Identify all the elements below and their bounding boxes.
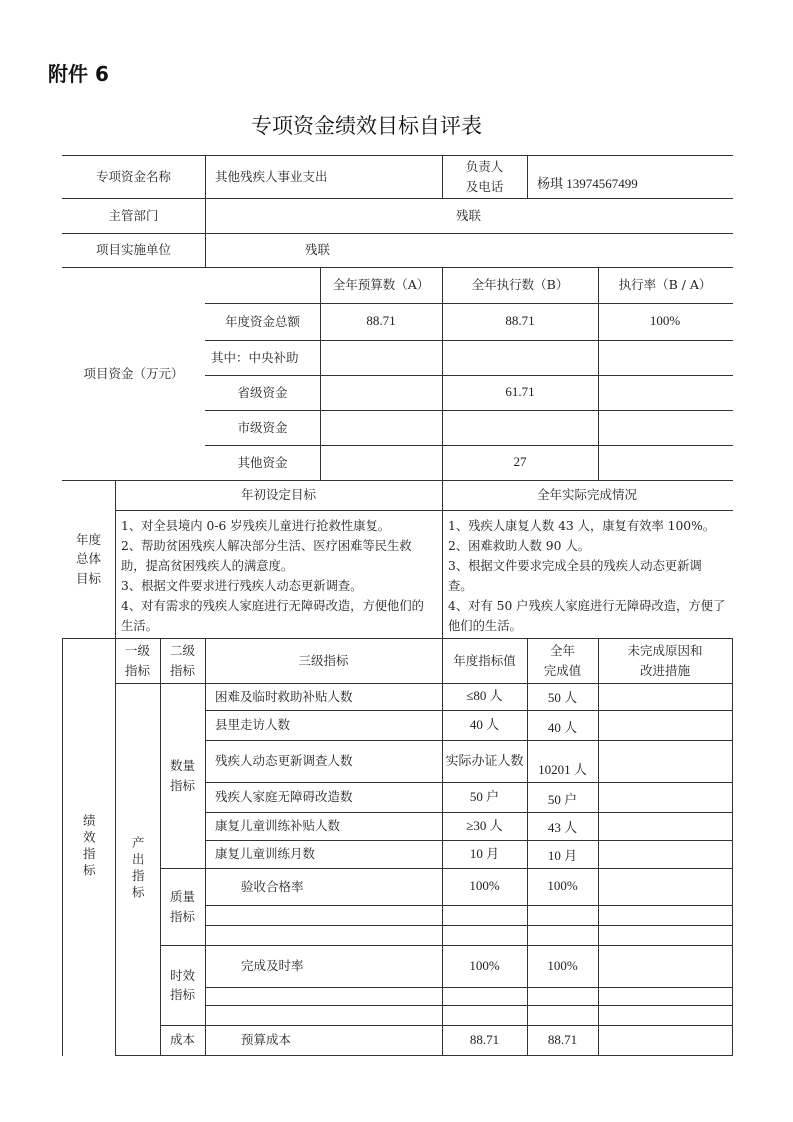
indicator-name: 困难及临时救助补贴人数 (215, 688, 353, 704)
indicator-name: 完成及时率 (241, 958, 304, 974)
indicator-actual (527, 905, 598, 925)
planned-goal-item: 2、帮助贫困残疾人解决部分生活、医疗困难等民生救助，提高贫困残疾人的满意度。 (121, 539, 412, 573)
funds-column-header: 执行率（B / A） (618, 277, 712, 293)
level2-header-line: 指标 (169, 662, 195, 678)
funds-budget-value (320, 445, 442, 480)
funds-rate-value (598, 410, 732, 445)
goals-section-label-line: 年度 (75, 531, 101, 547)
actual-value-header-line: 全年 (549, 643, 575, 659)
indicator-target (442, 987, 527, 1005)
goals-section-label (62, 480, 115, 638)
reason-header-line: 改进措施 (639, 662, 690, 678)
indicator-name (205, 925, 442, 945)
contact-label-line: 及电话 (465, 178, 504, 194)
actual-result-item: 1、残疾人康复人数 43 人，康复有效率 100%。 (448, 519, 716, 533)
indicator-name: 残疾人动态更新调查人数 (215, 753, 353, 769)
indicator-name (205, 1005, 442, 1025)
indicator-reason (598, 840, 732, 868)
indicator-reason (598, 812, 732, 840)
level3-header: 三级指标 (298, 652, 349, 668)
funds-rate-value (598, 340, 732, 375)
actual-results-text (442, 510, 732, 638)
indicator-name (205, 987, 442, 1005)
funds-column-header: 全年预算数（A） (332, 277, 430, 293)
funds-column-header: 全年执行数（B） (471, 277, 569, 293)
planned-goals-text (115, 510, 442, 638)
dept-value: 残联 (455, 207, 481, 223)
contact-label (442, 155, 527, 198)
indicator-reason (598, 683, 732, 710)
indicator-reason (598, 945, 732, 987)
funds-executed-value: 61.71 (505, 384, 535, 400)
indicator-actual: 50 人 (547, 689, 578, 705)
actual-value-header (527, 638, 598, 683)
level1-header-line: 一级 (124, 643, 150, 659)
funds-executed-value (442, 340, 598, 375)
funds-rate-value (598, 375, 732, 410)
funds-row-label: 其他资金 (237, 454, 288, 470)
actual-result-item: 4、对有 50 户残疾人家庭进行无障碍改造，方便了他们的生活。 (448, 599, 726, 633)
actual-result-item: 2、困难救助人数 90 人。 (448, 539, 590, 553)
level2-group-label: 成本 (169, 1032, 195, 1048)
indicator-name: 县里走访人数 (215, 717, 291, 733)
funds-budget-value (320, 340, 442, 375)
funds-row-label: 其中：中央补助 (211, 349, 299, 365)
funds-budget-value (320, 375, 442, 410)
level1-header (115, 638, 160, 683)
indicator-reason (598, 740, 732, 782)
reason-header (598, 638, 732, 683)
indicator-actual: 40 人 (547, 719, 578, 735)
indicator-reason (598, 710, 732, 740)
indicator-actual: 100% (547, 878, 578, 894)
indicator-reason (598, 1005, 732, 1025)
planned-goal-item: 1、对全县境内 0-6 岁残疾儿童进行抢救性康复。 (121, 519, 391, 533)
funds-budget-value (320, 410, 442, 445)
level2-group-label: 质量指标 (169, 889, 195, 924)
funds-rate-value (598, 445, 732, 480)
indicator-actual (527, 925, 598, 945)
funds-executed-value: 88.71 (505, 313, 535, 329)
indicator-target: ≤80 人 (466, 688, 503, 704)
grid-line (205, 1055, 733, 1056)
planned-goal-item: 4、对有需求的残疾人家庭进行无障碍改造，方便他们的生活。 (121, 599, 424, 633)
indicator-name: 验收合格率 (241, 878, 304, 894)
indicator-name: 残疾人家庭无障碍改造数 (215, 789, 353, 805)
goals-section-label-line: 目标 (75, 570, 101, 586)
dept-label: 主管部门 (108, 207, 159, 223)
indicator-target (442, 905, 527, 925)
indicator-target: 50 户 (469, 788, 500, 804)
actual-result-item: 3、根据文件要求完成全县的残疾人动态更新调查。 (448, 559, 702, 593)
indicator-actual (527, 987, 598, 1005)
actual-results-header: 全年实际完成情况 (536, 487, 637, 503)
impl-unit-label: 项目实施单位 (95, 242, 171, 258)
funds-row-label: 市级资金 (237, 419, 288, 435)
indicator-actual (527, 1005, 598, 1025)
funds-executed-value (442, 410, 598, 445)
planned-goals-header: 年初设定目标 (240, 487, 316, 503)
indicator-target: 实际办证人数 (445, 752, 524, 768)
funds-budget-value: 88.71 (366, 313, 396, 329)
level2-group-label: 数量指标 (169, 758, 195, 793)
indicator-target (442, 1005, 527, 1025)
level1-header-line: 指标 (124, 662, 150, 678)
indicator-target: 100% (469, 957, 500, 973)
indicator-reason (598, 868, 732, 905)
indicator-reason (598, 1025, 732, 1055)
indicator-target (442, 925, 527, 945)
contact-label-line: 负责人 (465, 159, 504, 175)
impl-unit-value: 残联 (305, 242, 331, 258)
indicator-name: 康复儿童训练月数 (215, 846, 316, 862)
target-header: 年度指标值 (453, 652, 516, 668)
contact-value: 杨琪 13974567499 (537, 175, 638, 191)
funds-executed-value: 27 (513, 454, 527, 470)
reason-header-line: 未完成原因和 (627, 643, 703, 659)
funds-rate-value: 100% (649, 313, 681, 329)
level2-header-line: 二级 (169, 643, 195, 659)
funds-row-label: 年度资金总额 (224, 313, 300, 329)
level2-header (160, 638, 205, 683)
indicator-name: 康复儿童训练补贴人数 (215, 818, 341, 834)
indicator-actual: 10 月 (547, 847, 578, 863)
indicator-actual: 50 户 (547, 791, 578, 807)
actual-value-header-line: 完成值 (543, 662, 582, 678)
indicators-section-label (62, 638, 115, 1055)
indicator-name (205, 905, 442, 925)
indicator-target: 10 月 (469, 845, 500, 861)
funds-row-label: 省级资金 (237, 384, 288, 400)
grid-line (732, 638, 733, 1056)
indicator-target: 100% (469, 878, 500, 894)
indicator-target: 88.71 (469, 1031, 500, 1047)
level2-group-label: 时效指标 (169, 967, 195, 1002)
title-text: 专项资金绩效目标自评表 (251, 114, 482, 138)
indicator-target: 40 人 (469, 716, 500, 732)
funds-section-label: 项目资金（万元） (83, 365, 184, 381)
goals-section-label-line: 总体 (75, 551, 101, 567)
indicator-reason (598, 782, 732, 812)
level1-output-label: 产出指标 (130, 836, 146, 902)
indicator-reason (598, 925, 732, 945)
attachment-label: 附件 6 (48, 62, 109, 86)
indicator-target: ≥30 人 (466, 817, 503, 833)
indicator-name: 预算成本 (241, 1032, 292, 1048)
fund-name-value: 其他残疾人事业支出 (215, 168, 328, 184)
indicator-actual: 10201 人 (538, 761, 587, 777)
indicator-reason (598, 905, 732, 925)
planned-goal-item: 3、根据文件要求进行残疾人动态更新调查。 (121, 579, 363, 593)
indicator-actual: 88.71 (547, 1031, 578, 1047)
indicator-actual: 100% (547, 957, 578, 973)
indicator-reason (598, 987, 732, 1005)
fund-name-label: 专项资金名称 (95, 168, 171, 184)
indicators-section-label-line: 绩效指标 (81, 813, 97, 880)
indicator-actual: 43 人 (547, 819, 578, 835)
